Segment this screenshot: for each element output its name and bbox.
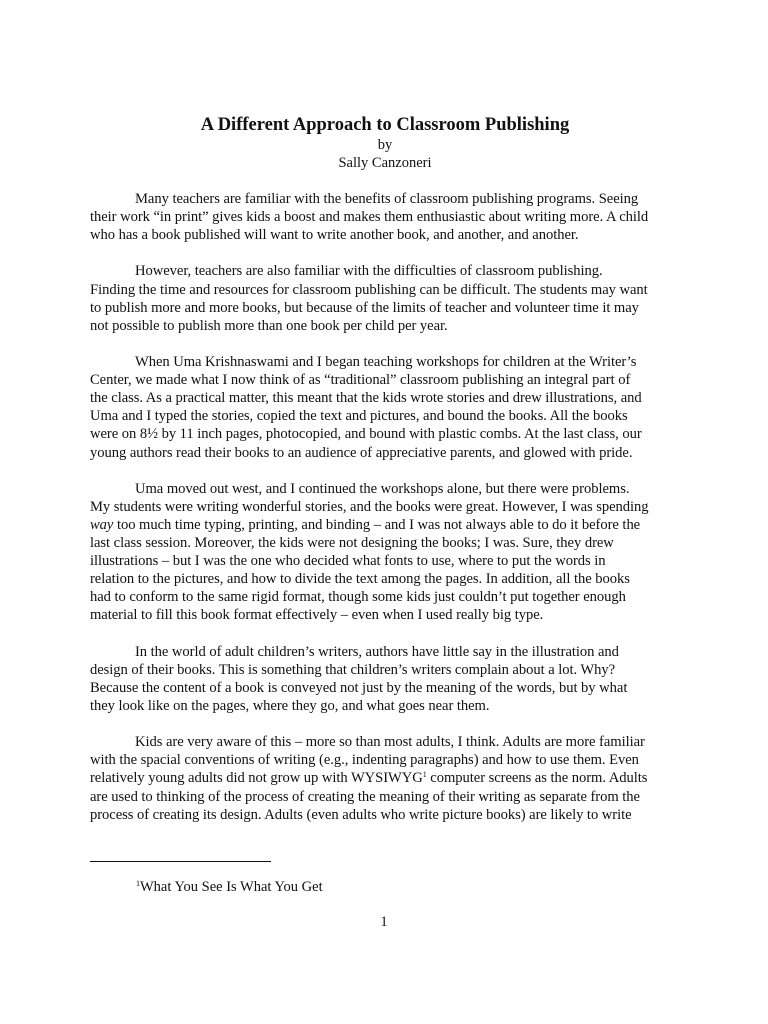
paragraph-2 — [90, 262, 685, 334]
paragraph-line: last class session. Moreover, the kids were not designing the books; I was. Sure, they drew — [90, 535, 614, 552]
paragraph-line: material to fill this book format effectively – even when I used really big type. — [90, 607, 544, 624]
paragraph-line: who has a book published will want to write another book, and another, and another. — [90, 227, 579, 244]
document-header — [90, 114, 680, 172]
line-text: relatively young adults did not grow up with WYSIWYG — [90, 770, 423, 787]
paragraph-line: with the spacial conventions of writing (e.g., indenting paragraphs) and how to use them. Even — [90, 752, 639, 769]
paragraph-line: Because the content of a book is conveyed not just by the meaning of the words, but by what — [90, 679, 628, 696]
paragraph-line: young authors read their books to an audience of appreciative parents, and glowed with pride. — [90, 444, 633, 461]
paragraph-line: the class. As a practical matter, this meant that the kids wrote stories and drew illustrations, and — [90, 390, 642, 407]
line-text: computer screens as the norm. Adults — [426, 770, 648, 787]
paragraph-6 — [90, 733, 685, 823]
document-body — [90, 190, 685, 842]
paragraph-line: illustrations – but I was the one who decided what fonts to use, where to put the words in — [90, 553, 606, 570]
footnote-reference: 1 — [422, 770, 427, 780]
paragraph-line: Uma and I typed the stories, copied the text and pictures, and bound the books. All the books — [90, 408, 628, 425]
author-name: Sally Canzoneri — [338, 155, 432, 171]
paragraph-line: they look like on the pages, where they go, and what goes near them. — [90, 698, 490, 714]
footnote-marker: 1 — [136, 879, 140, 888]
paragraph-line: design of their books. This is something that children’s writers complain about a lot. Why? — [90, 661, 616, 678]
paragraph-line — [90, 516, 685, 534]
paragraph-line: to publish more and more books, but because of the limits of teacher and volunteer time it may — [90, 299, 639, 316]
paragraph-line: process of creating its design. Adults (even adults who write picture books) are likely to write — [90, 806, 632, 823]
paragraph-3 — [90, 353, 685, 462]
paragraph-line: Center, we made what I now think of as “traditional” classroom publishing an integral part of — [90, 372, 631, 389]
paragraph-5 — [90, 643, 685, 715]
emphasis-word: way — [90, 516, 114, 533]
paragraph-line: Uma moved out west, and I continued the workshops alone, but there were problems. — [135, 480, 630, 497]
document-title: A Different Approach to Classroom Publishing — [200, 115, 570, 135]
paragraph-line: My students were writing wonderful stories, and the books were great. However, I was spending — [90, 498, 649, 515]
paragraph-line: When Uma Krishnaswami and I began teaching workshops for children at the Writer’s — [135, 354, 637, 371]
paragraph-4 — [90, 480, 685, 625]
paragraph-line: their work “in print” gives kids a boost and makes them enthusiastic about writing more. A child — [90, 209, 649, 226]
paragraph-line: In the world of adult children’s writers, authors have little say in the illustration and — [135, 643, 619, 660]
paragraph-line: Finding the time and resources for classroom publishing can be difficult. The students may want — [90, 281, 648, 298]
paragraph-line: had to conform to the same rigid format, though some kids just couldn’t put together enough — [90, 589, 626, 606]
paragraph-line: relation to the pictures, and how to divide the text among the pages. In addition, all the books — [90, 571, 630, 588]
paragraph-line — [90, 769, 685, 787]
paragraph-line: However, teachers are also familiar with the difficulties of classroom publishing. — [135, 263, 603, 280]
paragraph-line: not possible to publish more than one book per child per year. — [90, 317, 448, 334]
footnote — [136, 878, 323, 896]
page-number: 1 — [380, 914, 388, 930]
paragraph-line: Many teachers are familiar with the benefits of classroom publishing programs. Seeing — [135, 191, 639, 207]
paragraph-line: Kids are very aware of this – more so than most adults, I think. Adults are more familiar — [135, 734, 645, 751]
paragraph-1 — [90, 190, 685, 244]
line-text: too much time typing, printing, and binding – and I was not always able to do it before the — [113, 516, 641, 533]
paragraph-line: are used to thinking of the process of creating the meaning of their writing as separate from the — [90, 788, 640, 805]
by-label: by — [377, 137, 393, 153]
paragraph-line: were on 8½ by 11 inch pages, photocopied, and bound with plastic combs. At the last class, our — [90, 426, 642, 443]
footnote-text: What You See Is What You Get — [140, 879, 323, 895]
footnote-divider — [90, 861, 271, 862]
